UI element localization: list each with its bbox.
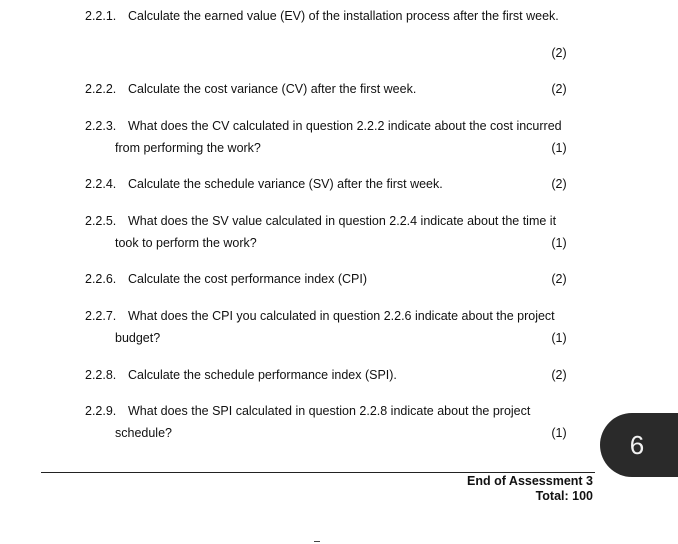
question-number: 2.2.9. xyxy=(85,404,117,418)
question-number: 2.2.3. xyxy=(85,119,117,133)
question-marks: (2) xyxy=(551,272,567,286)
question-marks: (2) xyxy=(551,177,567,191)
question-text: Calculate the schedule performance index (SPI). xyxy=(128,368,397,382)
page-number: 6 xyxy=(629,429,645,460)
question-2-2-3 xyxy=(0,115,678,159)
question-2-2-2 xyxy=(0,78,678,100)
question-2-2-8 xyxy=(0,364,678,386)
question-marks: (1) xyxy=(551,141,567,155)
total-marks-label: Total: 100 xyxy=(535,489,593,503)
question-marks: (1) xyxy=(551,236,567,250)
question-text: Calculate the schedule variance (SV) after the first week. xyxy=(128,177,443,191)
end-of-assessment-label: End of Assessment 3 xyxy=(467,474,593,488)
question-text: What does the SV value calculated in question 2.2.4 indicate about the time it xyxy=(128,214,557,228)
question-marks: (2) xyxy=(551,46,567,60)
question-text: Calculate the cost variance (CV) after the first week. xyxy=(128,82,417,96)
question-text-continued: took to perform the work? xyxy=(115,236,257,250)
question-text: What does the CPI you calculated in question 2.2.6 indicate about the project xyxy=(128,309,555,323)
question-marks: (1) xyxy=(551,331,567,345)
question-marks: (2) xyxy=(551,368,567,382)
question-text: What does the SPI calculated in question 2.2.8 indicate about the project xyxy=(128,404,531,418)
question-marks: (1) xyxy=(551,426,567,440)
question-2-2-6 xyxy=(0,268,678,290)
question-text-continued: from performing the work? xyxy=(115,141,261,155)
question-text: What does the CV calculated in question 2.2.2 indicate about the cost incurred xyxy=(128,119,562,133)
question-2-2-7 xyxy=(0,305,678,349)
question-number: 2.2.7. xyxy=(85,309,117,323)
question-number: 2.2.5. xyxy=(85,214,117,228)
page-number-badge[interactable] xyxy=(600,413,678,477)
question-number: 2.2.4. xyxy=(85,177,117,191)
question-number: 2.2.8. xyxy=(85,368,117,382)
question-2-2-4 xyxy=(0,173,678,195)
question-2-2-5 xyxy=(0,210,678,254)
question-2-2-9 xyxy=(0,400,678,444)
footer-divider xyxy=(41,472,595,473)
question-number: 2.2.1. xyxy=(85,9,117,23)
question-text-continued: budget? xyxy=(115,331,161,345)
question-text: Calculate the cost performance index (CPI) xyxy=(128,272,367,286)
question-marks: (2) xyxy=(551,82,567,96)
question-2-2-1 xyxy=(0,5,678,64)
page-mark xyxy=(314,541,320,542)
question-number: 2.2.6. xyxy=(85,272,117,286)
question-number: 2.2.2. xyxy=(85,82,117,96)
question-text-continued: schedule? xyxy=(115,426,172,440)
question-text: Calculate the earned value (EV) of the installation process after the first week. xyxy=(128,9,559,23)
